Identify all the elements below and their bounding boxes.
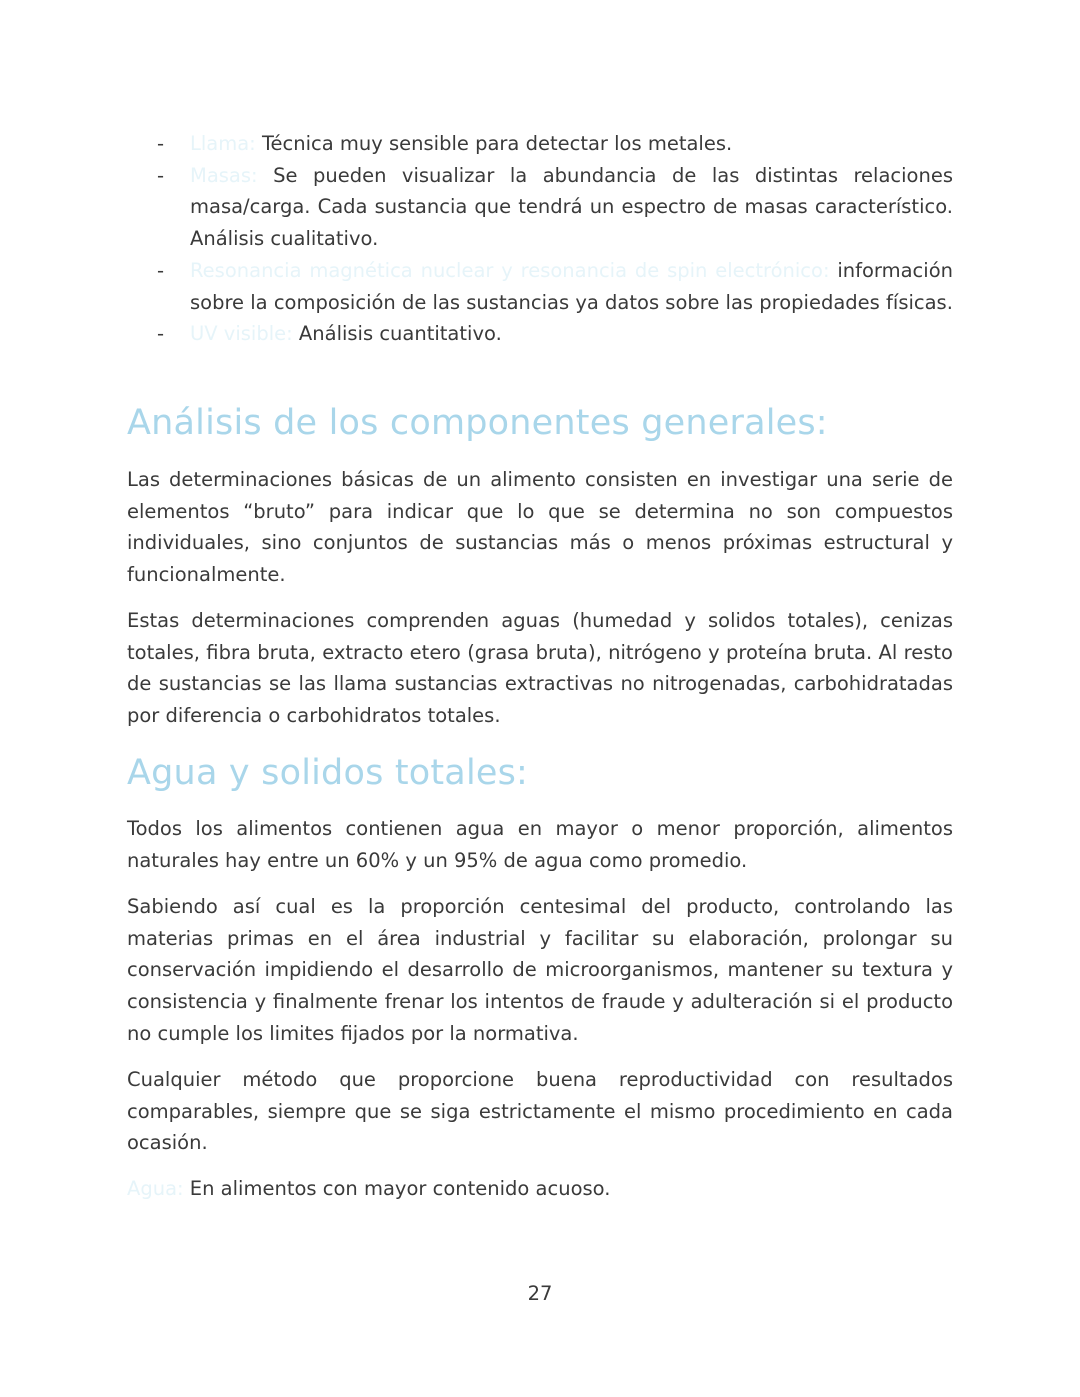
page-number: 27 bbox=[527, 1282, 553, 1305]
bullet-term: Llama: bbox=[190, 132, 256, 155]
paragraph: Estas determinaciones comprenden aguas (humedad y solidos totales), cenizas totales, fibra bruta, extracto etero (grasa bruta), nitrógeno y proteína bruta. Al resto de sustancias se las llama sustancias extractivas no nitrogenadas, carbohidratadas por diferencia o carbohidratos totales. bbox=[127, 609, 953, 728]
paragraph: Sabiendo así cual es la proporción centesimal del producto, controlando las materias primas en el área industrial y facilitar su elaboración, prolongar su conservación impidiendo el desarrollo de microorganismos, mantener su textura y consistencia y finalmente frenar los intentos de fraude y adulteración si el producto no cumple los limites fijados por la normativa. bbox=[127, 895, 953, 1045]
technique-list bbox=[157, 128, 953, 350]
bullet-text: información sobre la composición de las sustancias ya datos sobre las propiedades físicas. bbox=[190, 258, 953, 314]
section-heading-components: Análisis de los componentes generales: bbox=[127, 403, 828, 443]
list-item bbox=[157, 255, 953, 318]
paragraph: Todos los alimentos contienen agua en mayor o menor proporción, alimentos naturales hay entre un 60% y un 95% de agua como promedio. bbox=[127, 817, 953, 872]
bullet-text: Análisis cuantitativo. bbox=[292, 322, 502, 346]
list-item bbox=[157, 160, 953, 255]
section-heading-water: Agua y solidos totales: bbox=[127, 753, 529, 793]
bullet-text: Se pueden visualizar la abundancia de las distintas relaciones masa/carga. Cada sustancia que tendrá un espectro de masas característico. Análisis cualitativo. bbox=[190, 163, 953, 251]
agua-term: Agua: bbox=[127, 1177, 184, 1200]
list-item bbox=[157, 318, 953, 350]
bullet-dash: - bbox=[157, 322, 165, 346]
bullet-term: UV visible: bbox=[190, 322, 293, 346]
bullet-term: Masas: bbox=[190, 163, 258, 187]
agua-text: En alimentos con mayor contenido acuoso. bbox=[183, 1177, 611, 1200]
paragraph: Cualquier método que proporcione buena reproductividad con resultados comparables, siempre que se siga estrictamente el mismo procedimiento en cada ocasión. bbox=[127, 1068, 953, 1155]
agua-paragraph bbox=[127, 1173, 953, 1205]
bullet-term: Resonancia magnética nuclear y resonancia de spin electrónico: bbox=[190, 258, 830, 282]
bullet-dash: - bbox=[157, 132, 165, 155]
list-item bbox=[157, 128, 953, 160]
bullet-text: Técnica muy sensible para detectar los metales. bbox=[255, 132, 733, 155]
bullet-dash: - bbox=[157, 163, 165, 187]
paragraph: Las determinaciones básicas de un alimento consisten en investigar una serie de elementos “bruto” para indicar que lo que se determina no son compuestos individuales, sino conjuntos de sustancias más o menos próximas estructural y funcionalmente. bbox=[127, 468, 953, 587]
bullet-dash: - bbox=[157, 258, 165, 282]
